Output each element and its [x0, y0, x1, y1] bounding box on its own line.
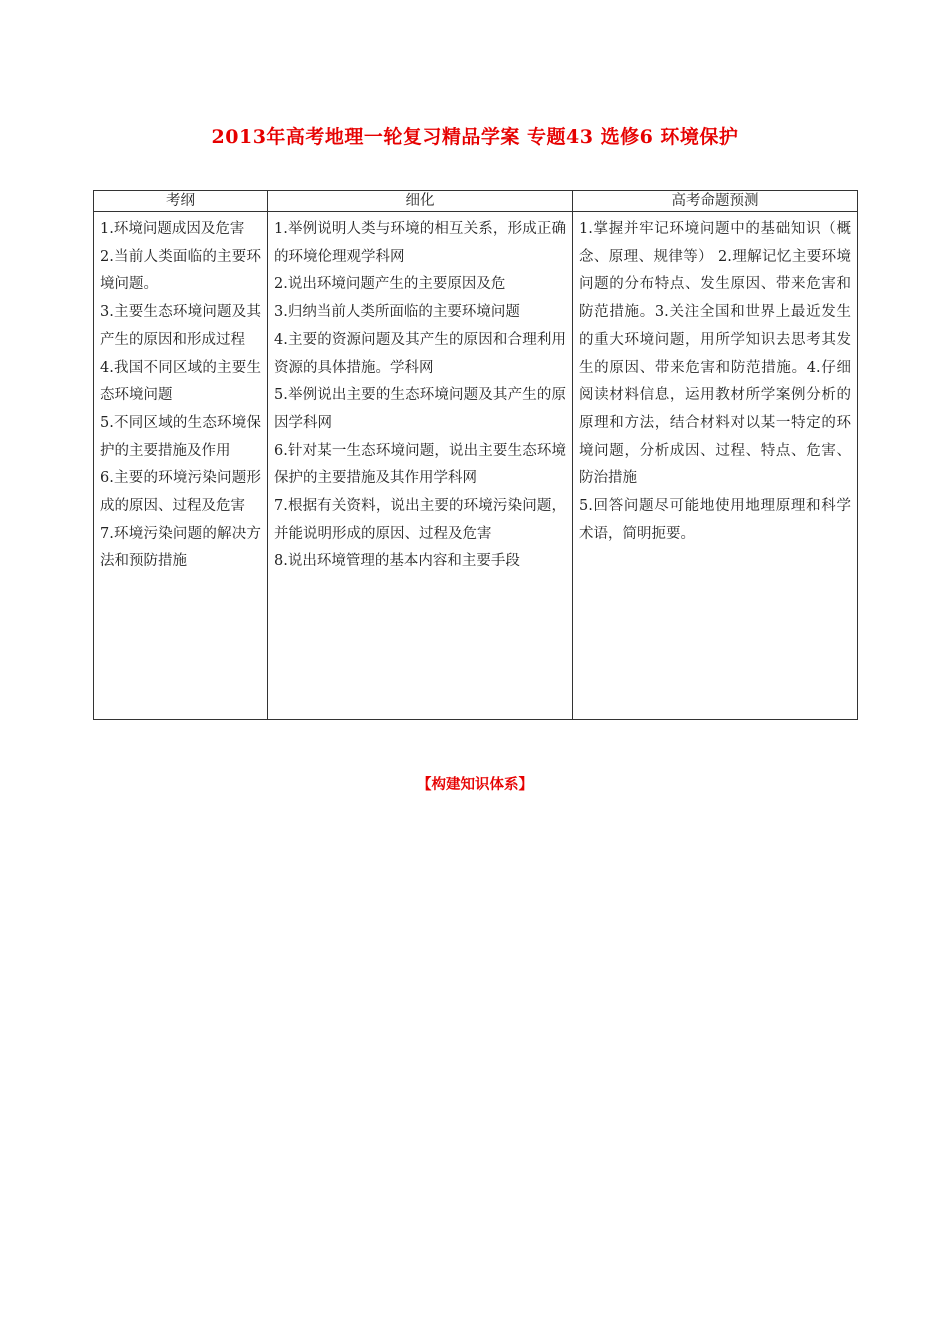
header-xihua: 细化 — [268, 191, 573, 212]
kaogang-item: 1.环境问题成因及危害 — [100, 221, 245, 237]
yuce-item: 1.掌握并牢记环境问题中的基础知识（概念、原理、规律等） 2.理解记忆主要环境问题的分布特点、发生原因、带来危害和防范措施。3.关注全国和世界上最近发生的重大环境问题，用所学知识去思考其发生的原因、带来危害和防范措施。4.仔细阅读材料信息，运用教材所学案例分析的原理和方法，结合材料对以某一特定的环境问题，分析成因、过程、特点、危害、防治措施 — [579, 221, 851, 487]
xihua-item: 3.归纳当前人类所面临的主要环境问题 — [274, 304, 520, 321]
kaogang-cell — [94, 212, 268, 720]
yuce-cell — [573, 212, 858, 720]
page-title: 2013年高考地理一轮复习精品学案 专题43 选修6 环境保护 — [211, 126, 739, 148]
table-header-row — [94, 191, 858, 212]
yuce-item: 5.回答问题尽可能地使用地理原理和科学术语，简明扼要。 — [579, 498, 851, 542]
section-label: 【构建知识体系】 — [417, 776, 533, 793]
xihua-item: 6.针对某一生态环境问题，说出主要生态环境保护的主要措施及其作用学科网 — [274, 442, 566, 487]
xihua-item: 7.根据有关资料，说出主要的环境污染问题，并能说明形成的原因、过程及危害 — [274, 498, 566, 542]
table-row — [94, 212, 858, 720]
kaogang-item: 5.不同区域的生态环境保护的主要措施及作用 — [100, 414, 261, 459]
header-kaogang: 考纲 — [94, 191, 268, 212]
xihua-item: 2.说出环境问题产生的主要原因及危 — [274, 276, 506, 293]
kaogang-item: 4.我国不同区域的主要生态环境问题 — [100, 359, 261, 404]
syllabus-table — [93, 190, 858, 720]
xihua-item: 5.举例说出主要的生态环境问题及其产生的原因学科网 — [274, 387, 566, 431]
kaogang-item: 3.主要生态环境问题及其产生的原因和形成过程 — [100, 304, 261, 348]
kaogang-item: 2.当前人类面临的主要环境问题。 — [100, 248, 261, 293]
kaogang-item: 6.主要的环境污染问题形成的原因、过程及危害 — [100, 470, 261, 515]
xihua-cell — [268, 212, 573, 720]
xihua-item: 1.举例说明人类与环境的相互关系，形成正确的环境伦理观学科网 — [274, 221, 566, 265]
header-yuce: 高考命题预测 — [573, 191, 858, 212]
kaogang-item: 7.环境污染问题的解决方法和预防措施 — [100, 525, 261, 570]
xihua-item: 4.主要的资源问题及其产生的原因和合理利用资源的具体措施。学科网 — [274, 331, 566, 376]
xihua-item: 8.说出环境管理的基本内容和主要手段 — [274, 553, 520, 570]
